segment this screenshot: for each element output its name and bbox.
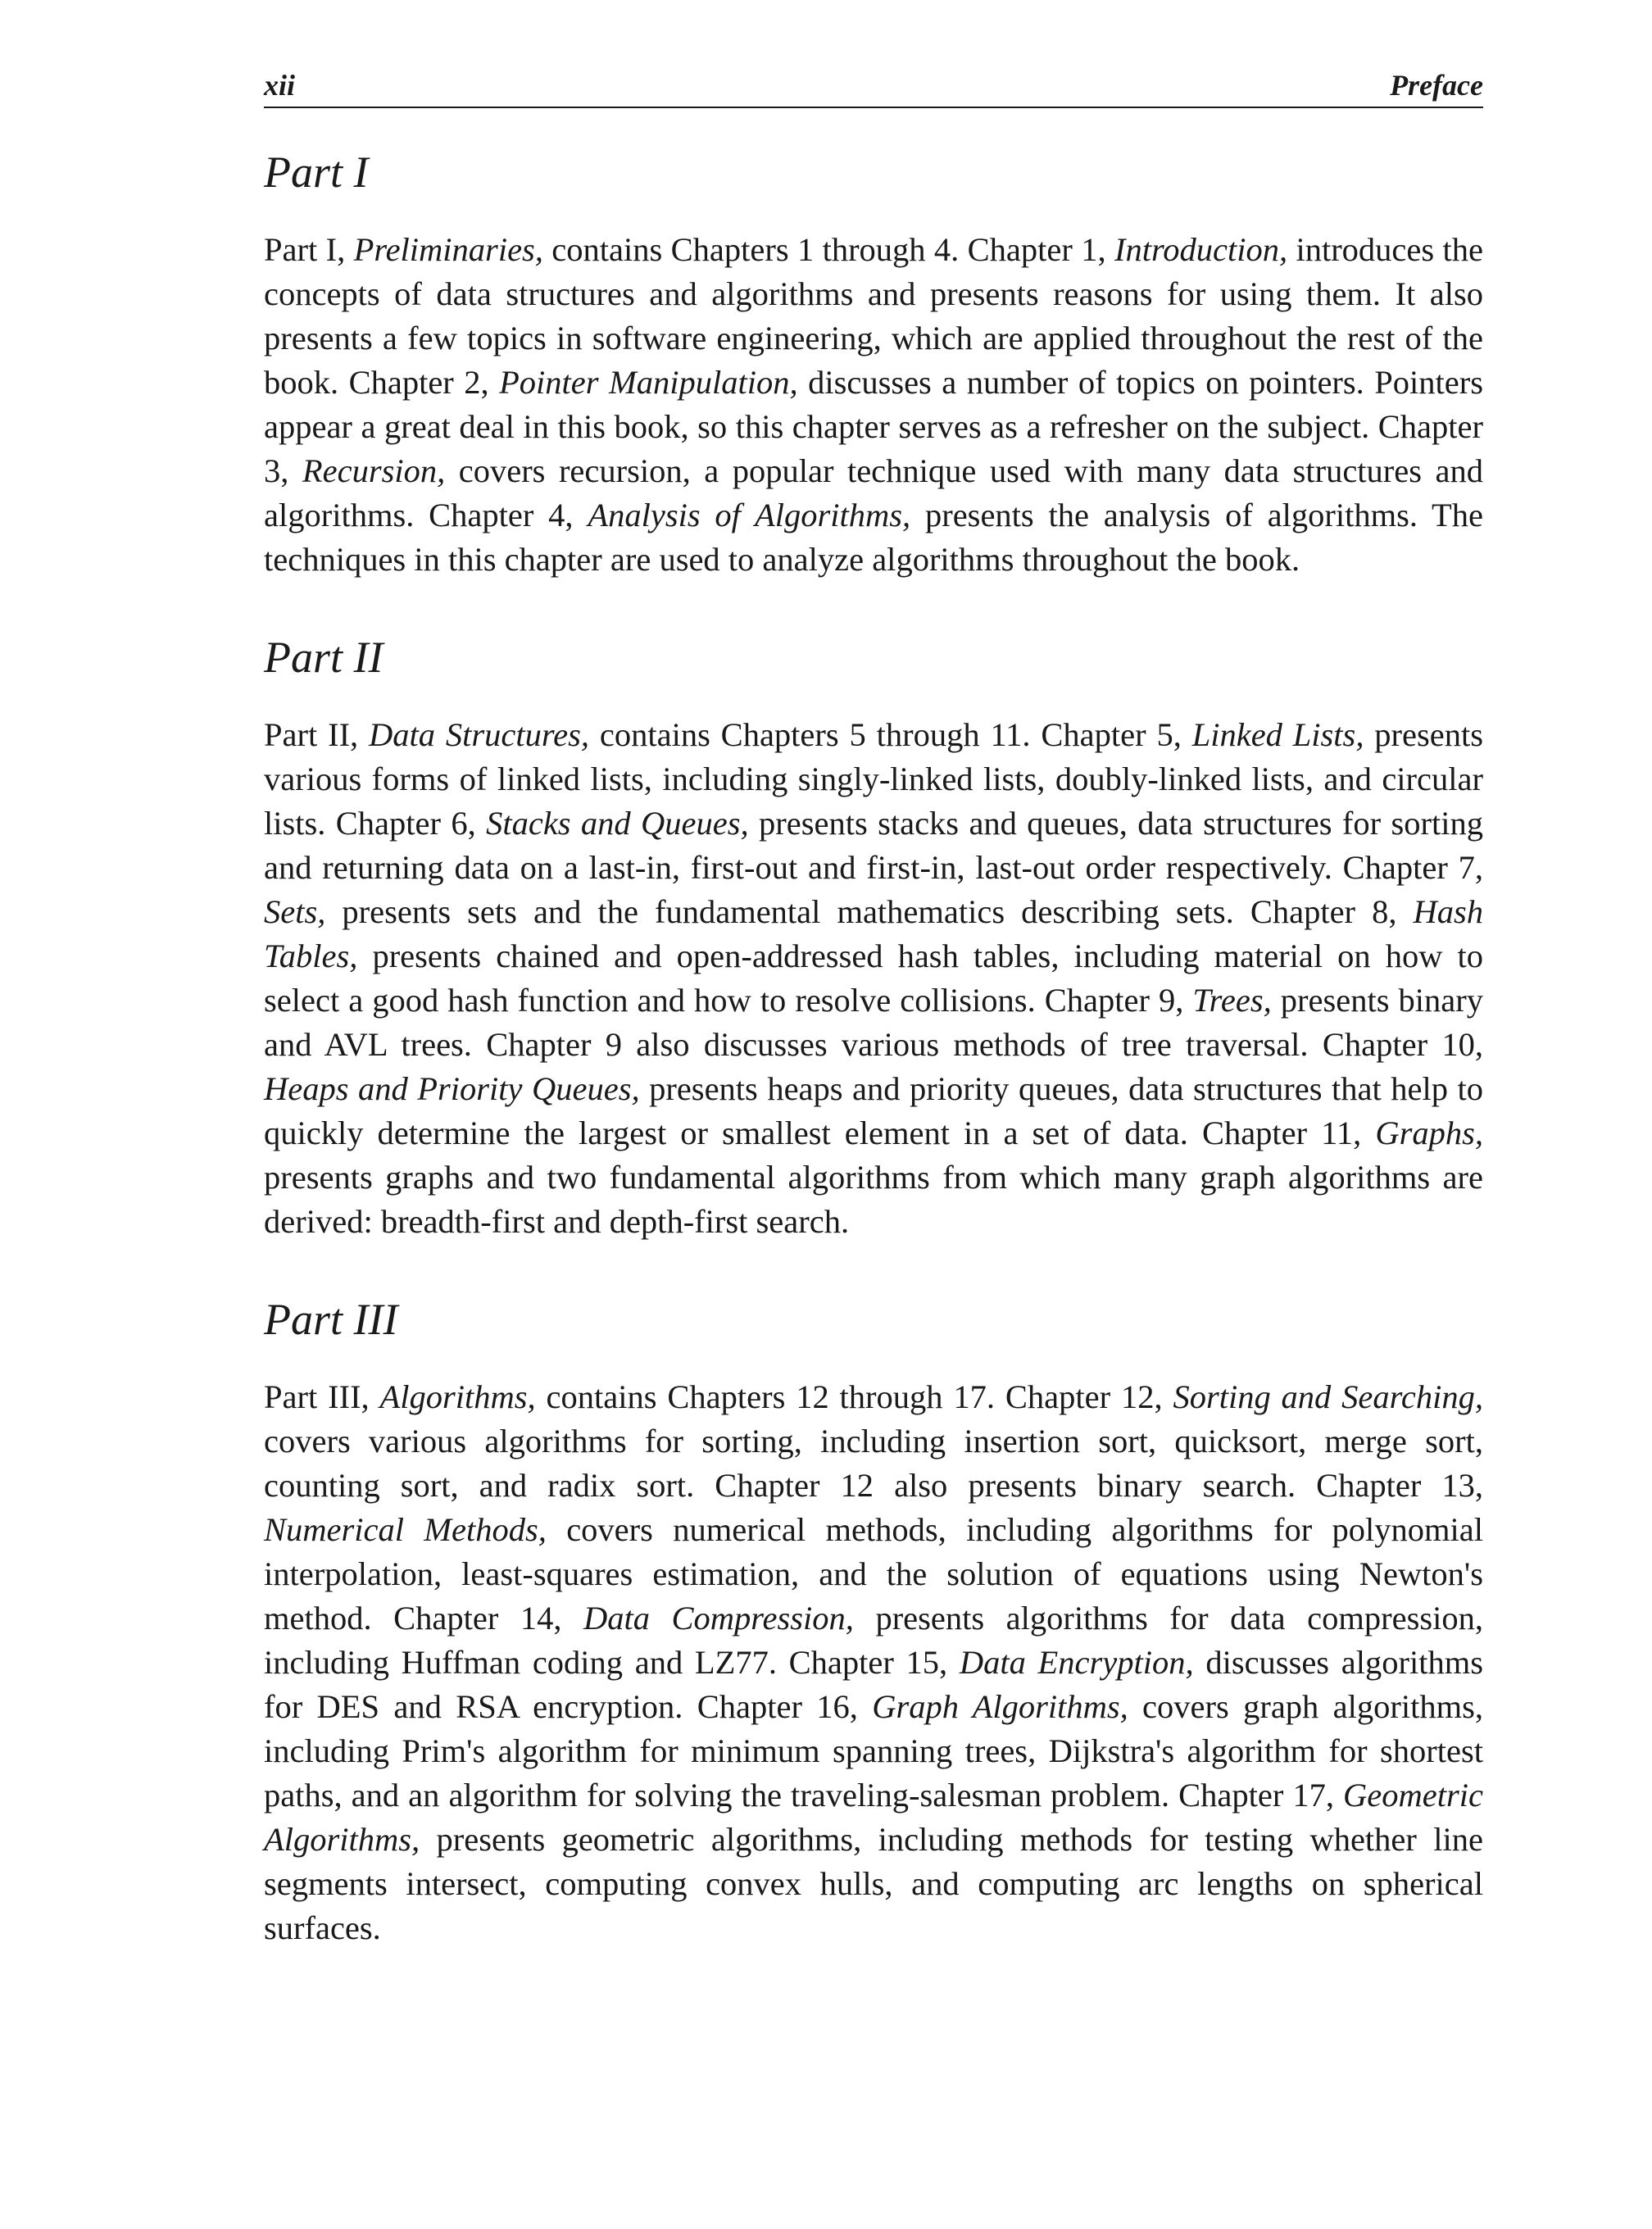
- chapter-title-italic: Data Compression,: [583, 1600, 854, 1637]
- chapter-title-italic: Sorting and Searching,: [1173, 1378, 1484, 1415]
- part-section: [264, 633, 1483, 1244]
- body-text: Part III,: [264, 1378, 380, 1415]
- body-text: discusses algorithms for DES and RSA encryption. Chapter 16,: [264, 1644, 1483, 1725]
- part-heading: Part II: [264, 633, 384, 682]
- chapter-title-italic: Introduction,: [1114, 231, 1288, 268]
- body-text: presents chained and open-addressed hash tables, including material on how to select a good hash function and how to resolve collisions. Chapter 9,: [264, 937, 1483, 1019]
- chapter-title-italic: Heaps and Priority Queues,: [264, 1070, 640, 1107]
- chapter-title-italic: Graph Algorithms,: [872, 1688, 1128, 1725]
- body-text: presents heaps and priority queues, data structures that help to quickly determine the largest or smallest element in a set of data. Chapter 11,: [264, 1070, 1483, 1151]
- body-text: discusses a number of topics on pointers. Pointers appear a great deal in this book, so this chapter serves as a refresher on the subject. Chapter 3,: [264, 364, 1483, 489]
- part-section: [264, 148, 1483, 582]
- body-text: presents various forms of linked lists, including singly-linked lists, doubly-linked lists, and circular lists. Chapter 6,: [264, 716, 1484, 842]
- running-head: [264, 64, 1483, 108]
- body-text: presents stacks and queues, data structures for sorting and returning data on a last-in, first-out and first-in, last-out order respectively. Chapter 7,: [264, 805, 1483, 886]
- page-number: xii: [264, 69, 296, 102]
- chapter-title-italic: Hash Tables,: [264, 893, 1483, 974]
- body-text: covers recursion, a popular technique used with many data structures and algorithms. Chapter 4,: [264, 452, 1484, 533]
- body-text: introduces the concepts of data structures and algorithms and presents reasons for using them. It also presents a few topics in software engineering, which are applied throughout the rest of the book. Chapter 2,: [264, 231, 1483, 401]
- body-text: covers graph algorithms, including Prim's algorithm for minimum spanning trees, Dijkstra's algorithm for shortest paths, and an algorithm for solving the traveling-salesman problem. Chapter 17,: [264, 1688, 1483, 1814]
- body-text: presents the analysis of algorithms. The techniques in this chapter are used to analyze algorithms throughout the book.: [264, 497, 1484, 578]
- chapter-title-italic: Graphs,: [1375, 1114, 1483, 1151]
- chapter-title-italic: Analysis of Algorithms,: [588, 497, 911, 533]
- body-text: covers various algorithms for sorting, including insertion sort, quicksort, merge sort, counting sort, and radix sort. Chapter 12 also presents binary search. Chapter 13,: [264, 1423, 1483, 1504]
- body-text: Part II,: [264, 716, 370, 753]
- chapter-title-italic: Algorithms,: [379, 1378, 536, 1415]
- body-text: contains Chapters 12 through 17. Chapter 12,: [535, 1378, 1173, 1415]
- part-heading: Part III: [264, 1295, 398, 1344]
- chapter-title-italic: Recursion,: [302, 452, 446, 489]
- part-paragraph: [264, 228, 1483, 582]
- running-head-title: Preface: [1390, 69, 1483, 102]
- body-text: covers numerical methods, including algorithms for polynomial interpolation, least-squares estimation, and the solution of equations using Newton's method. Chapter 14,: [264, 1511, 1483, 1637]
- chapter-title-italic: Data Encryption,: [959, 1644, 1194, 1681]
- chapter-title-italic: Pointer Manipulation,: [499, 364, 798, 401]
- chapter-title-italic: Data Structures,: [369, 716, 590, 753]
- part-paragraph: [264, 713, 1483, 1244]
- part-heading: Part I: [264, 148, 369, 197]
- chapter-title-italic: Sets,: [264, 893, 326, 930]
- chapter-title-italic: Geometric Algorithms,: [264, 1777, 1483, 1858]
- body-text: contains Chapters 1 through 4. Chapter 1,: [542, 231, 1114, 268]
- body-text: presents binary and AVL trees. Chapter 9 also discusses various methods of tree traversal. Chapter 10,: [264, 982, 1483, 1063]
- chapter-title-italic: Trees,: [1192, 982, 1272, 1019]
- chapter-title-italic: Numerical Methods,: [264, 1511, 547, 1548]
- body-text: presents graphs and two fundamental algorithms from which many graph algorithms are derived: breadth-first and depth-first search.: [264, 1159, 1483, 1240]
- body-text: Part I,: [264, 231, 354, 268]
- part-paragraph: [264, 1375, 1483, 1950]
- chapter-title-italic: Stacks and Queues,: [486, 805, 749, 842]
- chapter-title-italic: Linked Lists,: [1191, 716, 1364, 753]
- part-section: [264, 1295, 1483, 1950]
- body-text: presents geometric algorithms, including methods for testing whether line segments intersect, computing convex hulls, and computing arc lengths on spherical surfaces.: [264, 1821, 1483, 1946]
- body-text: presents sets and the fundamental mathematics describing sets. Chapter 8,: [325, 893, 1414, 930]
- body-text: contains Chapters 5 through 11. Chapter 5,: [589, 716, 1192, 753]
- chapter-title-italic: Preliminaries,: [353, 231, 543, 268]
- body-text: presents algorithms for data compression, including Huffman coding and LZ77. Chapter 15,: [264, 1600, 1483, 1681]
- book-page: [264, 64, 1483, 1950]
